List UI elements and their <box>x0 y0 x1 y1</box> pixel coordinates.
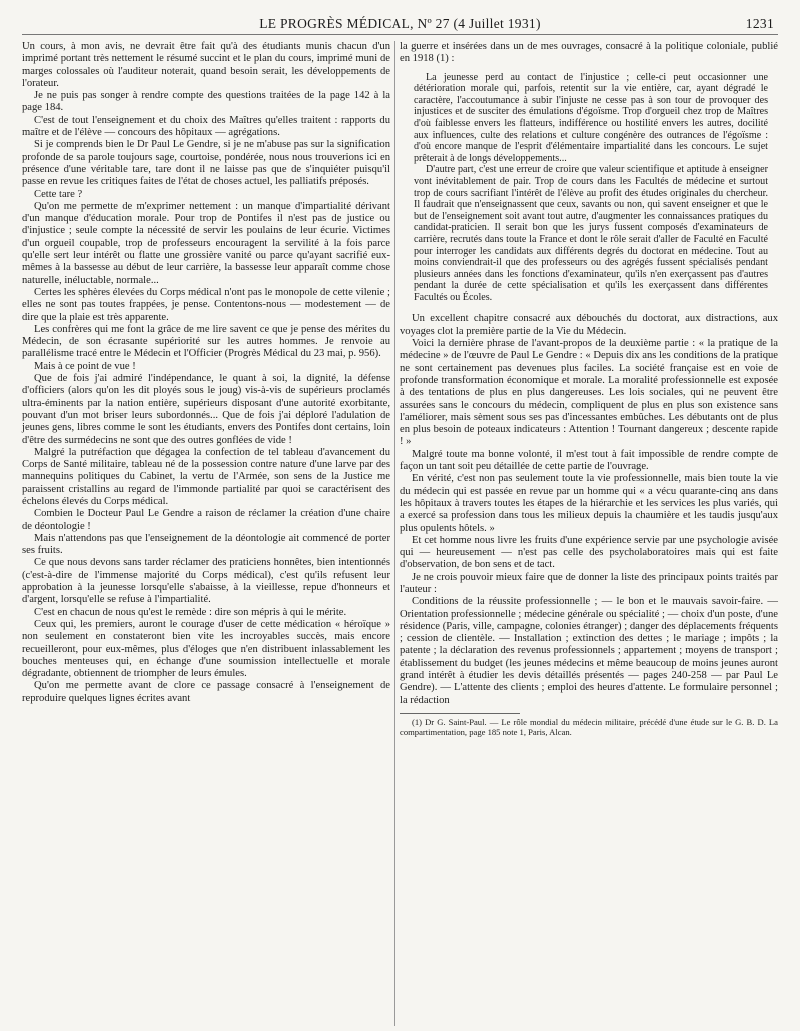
paragraph: Mais n'attendons pas que l'enseignement de la déontologie ait commencé de porter ses fruits. <box>22 532 390 557</box>
paragraph: Si je comprends bien le Dr Paul Le Gendre, si je ne m'abuse pas sur la signification profonde de sa parole toujours sage, courtoise, pondérée, nous nous trouverions ici en présence d'une véritable tare, tare dont il ne laisse pas que de s'inquiéter puisqu'il passe en revue les critiques faites de l'état de choses actuel, les palliatifs préposés. <box>22 139 390 188</box>
two-column-body <box>22 41 778 1031</box>
block-quote <box>400 72 778 304</box>
left-column <box>22 41 390 705</box>
paragraph: Que de fois j'ai admiré l'indépendance, le quant à soi, la dignité, la défense d'officiers (alors qu'on les dit ployés sous le joug) vis-à-vis de supérieurs proclamés ultra-éminents par la nation entière, supérieurs disposant d'une autorité exorbitante, pouvant d'un mot briser leurs subordonnés... Que de fois j'ai déploré l'adulation de jeunes gens, libres comme le sont les étudiants, envers des Pontifes dont certains, loin d'être des surmédecins ne sont que des outres gonflées de vide ! <box>22 373 390 446</box>
paragraph: Je ne crois pouvoir mieux faire que de donner la liste des principaux points traités par l'auteur : <box>400 571 778 595</box>
paragraph: Conditions de la réussite professionnelle ; — le bon et le mauvais savoir-faire. — Orientation professionnelle ; médecine générale ou spécialité ; — choix d'un poste, d'une résidence (Paris, ville, campagne, colonies étranger) ; danger des déplacements fréquents ; cession de clientèle. — Installation ; extinction des dettes ; le mariage ; impôts ; la patente ; la déclaration des revenus professionnels ; appartement ; moyens de transport ; établissement du budget (les jeunes médecins et même beaucoup de moins jeunes auront grand intérêt à étudier les devis détaillés présentés — pages 240-258 — par Paul Le Gendre). — L'attente des clients ; emploi des heures d'attente. Le formulaire personnel ; la rédaction <box>400 596 778 706</box>
page-number: 1231 <box>745 16 774 31</box>
paragraph: Ceux qui, les premiers, auront le courage d'user de cette médication « héroïque » non seulement en constateront bien vite les incroyables succès, mais encore recueilleront, pour eux-mêmes, plus d'éloges que n'en distribuent inlassablement les bouches menteuses qui, en échange d'une soumission intellectuelle et morale dégradante, obtiennent de triompher de leurs émules. <box>22 618 390 680</box>
paragraph: Voici la dernière phrase de l'avant-propos de la deuxième partie : « la pratique de la médecine » de l'œuvre de Paul Le Gendre : « Depuis dix ans les conditions de la pratique ne sont certainement pas devenues plus faciles. La société française est en voie de profonde transformation économique et morale. La moralité professionnelle est exposée à des tentations de plus en plus dangereuses. Les lois sociales, qui ne peuvent être assurées sans le concours du médecin, compliquent de plus en plus son existence sans l'améliorer, mais sèment sous ses pas d'incessantes embûches. Les débutants ont de plus en plus besoin de poteaux indicateurs : Attention ! Tournant dangereux ; descente rapide ! » <box>400 338 778 448</box>
footnote: (1) Dr G. Saint-Paul. — Le rôle mondial du médecin militaire, précédé d'une étude sur le G. B. D. La compartimentation, page 185 note 1, Paris, Alcan. <box>400 716 778 737</box>
paragraph: Ce que nous devons sans tarder réclamer des praticiens honnêtes, bien intentionnés (c'est-à-dire de l'immense majorité du Corps médical), c'est qu'ils refusent leur approbation à la jeunesse lorsqu'elle s'abaisse, à la vieillesse, repue d'honneurs et d'argent, lorsqu'elle se refuse à l'impartialité. <box>22 557 390 606</box>
paragraph: Et cet homme nous livre les fruits d'une expérience servie par une psychologie avisée qui — heureusement — n'est pas celle des psycholaboratoires mais qui est faite d'observation, de bon sens et de tact. <box>400 534 778 571</box>
paragraph: Cette tare ? <box>34 188 83 200</box>
paragraph: Certes les sphères élevées du Corps médical n'ont pas le monopole de cette vilenie ; elles ne sont pas toutes frappées, je pense. Contentons-nous — modestement — de dire que la plaie est très apparente. <box>22 286 390 323</box>
paragraph: Combien le Docteur Paul Le Gendre a raison de réclamer la création d'une chaire de déontologie ! <box>22 508 390 532</box>
paragraph: Un cours, à mon avis, ne devrait être fait qu'à des étudiants munis chacun d'un imprimé portant très nettement le résumé succint et le plan du cours, imprimé muni de marges colossales où l'auditeur noterait, quand besoin serait, les développements de l'orateur. <box>22 41 390 89</box>
paragraph: Qu'on me permette de m'exprimer nettement : un manque d'impartialité dérivant d'un manque d'éducation morale. Pour trop de Pontifes il n'est pas de justice ou d'injustice ; seule compte la nécessité de servir les poulains de leur écurie. Victimes d'un orgueil coupable, trop de professeurs encouragent la servilité à la fois parce qu'elle sert leur intérêt ou flatte une grossière vanité ou parce qu'ayant sacrifié eux-mêmes à la bassesse au début de leur carrière, la bassesse leur apparaît comme chose naturelle, inéluctable, normale... <box>22 200 390 286</box>
paragraph: la guerre et insérées dans un de mes ouvrages, consacré à la politique coloniale, publié en 1918 (1) : <box>400 41 778 65</box>
paragraph: C'est de tout l'enseignement et du choix des Maîtres qu'elles traitent : rapports du maître et de l'élève — concours des hôpitaux — agrégations. <box>22 114 390 139</box>
quote-paragraph: La jeunesse perd au contact de l'injustice ; celle-ci peut occasionner une détérioration morale qui, parfois, retentit sur la vie entière, car, ayant dégradé le caractère, l'accoutumance à subir l'injuste ne cesse pas à son tour de provoquer des injustices et de susciter des émulations d'égoïsme. Trop d'orgueil chez trop de Maîtres d'où faiblesse envers les flatteurs, indifférence ou hostilité envers les autres, docilité aux influences, culte des relations et culture congénère des outrances de l'égoïsme : d'où encore manque de l'esprit d'élémentaire impartialité dans les concours. Le sujet prêterait à de longs développements... <box>414 71 768 164</box>
running-head <box>22 12 778 35</box>
paragraph: En vérité, c'est non pas seulement toute la vie professionnelle, mais bien toute la vie du médecin qui est passée en revue par un homme qui « a vécu quarante-cinq ans dans les hôpitaux à travers toutes les étapes de la hiérarchie et les services les plus variés, qui a exercé sa profession dans tous les milieux depuis la chaumière et les taudis jusqu'aux plus opulents hôtels. » <box>400 473 778 534</box>
footnote-rule <box>400 713 520 714</box>
running-title: LE PROGRÈS MÉDICAL, Nº 27 (4 Juillet 1931) <box>259 16 541 31</box>
paragraph: Malgré toute ma bonne volonté, il m'est tout à fait impossible de rendre compte de façon un tant soit peu détaillée de cette partie de l'ouvrage. <box>400 448 778 473</box>
paragraph: C'est en chacun de nous qu'est le remède : dire son mépris à qui le mérite. <box>34 606 347 618</box>
quote-paragraph: D'autre part, c'est une erreur de croire que valeur scientifique et aptitude à enseigner vont inévitablement de pair. Trop de cours dans les Facultés de médecine et surtout trop de cours sacrifiant l'intérêt de l'élève au profit des études originales du chercheur. Il faudrait que n'enseignassent que ceux, savants ou non, qui savent enseigner et que le but de l'enseignement soit avant tout autre, d'augmenter les connaissances pratiques du candidat-praticien. Il serait bon que les jurys fussent composés d'examinateurs de carrière, recrutés dans toute la France et dont le rôle serait d'aller de Faculté en Faculté pour interroger les candidats aux différents degrés du doctorat en médecine. Tout au moins conviendrait-il que des professeurs ou des agrégés fussent spécialisés pendant plusieurs années dans les fonctions d'examinateur, qu'ils n'en exerçassent pas d'autres pendant la durée de cette spécialisation et qu'ils les exerçassent dans différentes Facultés ou Écoles. <box>414 164 768 303</box>
column-divider <box>394 41 395 1026</box>
paragraph: Qu'on me permette avant de clore ce passage consacré à l'enseignement de reproduire quelques lignes écrites avant <box>22 680 390 704</box>
paragraph: Mais à ce point de vue ! <box>34 360 136 372</box>
paragraph: Les confrères qui me font la grâce de me lire savent ce que je pense des mérites du Médecin, de son écrasante supériorité sur les autres hommes. Je renvoie au parallélisme tracé entre le Médecin et l'Officier (Progrès Médical du 23 mai, p. 956). <box>22 323 390 360</box>
right-column <box>400 41 778 737</box>
paragraph: Un excellent chapitre consacré aux débouchés du doctorat, aux distractions, aux voyages clot la première partie de la Vie du Médecin. <box>400 313 778 337</box>
paragraph: Malgré la putréfaction que dégagea la confection de tel tableau d'avancement du Corps de Santé militaire, tableau né de la possession contre nature d'une larve par des mannequins politiques du Cabinet, la vertu de l'Armée, son sens de la Justice me paraissent cristallins au regard de l'immonde partialité par quoi se caractérisent des échelons élevés du Corps médical. <box>22 446 390 507</box>
paragraph: Je ne puis pas songer à rendre compte des questions traitées de la page 142 à la page 184. <box>22 90 390 114</box>
